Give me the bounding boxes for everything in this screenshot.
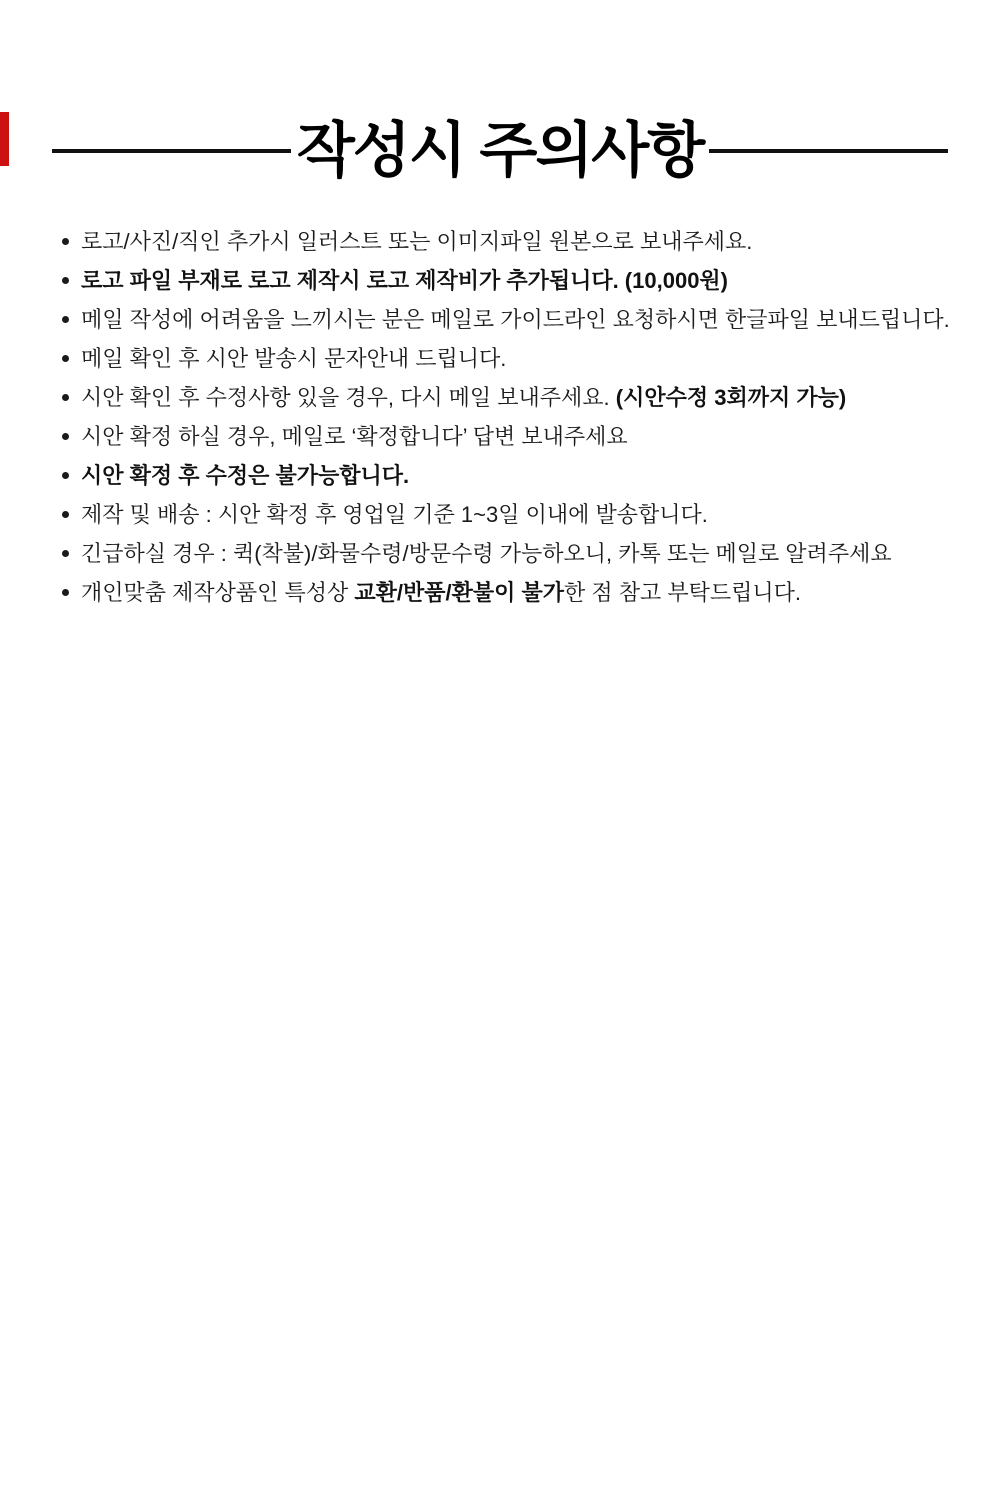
list-item: [62, 384, 960, 411]
list-item-text-bold: (시안수정 3회까지 가능): [615, 385, 847, 410]
bullet-icon: [62, 433, 69, 440]
list-item-text-bold: 시안 확정 후 수정은 불가능합니다.: [81, 463, 410, 488]
list-item: [62, 462, 960, 489]
list-item-text: [81, 423, 960, 450]
list-item-text-segment: 개인맞춤 제작상품인 특성상: [81, 580, 355, 605]
list-item-text: [81, 228, 960, 255]
list-item-text-segment: 한 점 참고 부탁드립니다.: [563, 580, 801, 605]
title-rule-left: [52, 149, 291, 153]
list-item: [62, 306, 960, 333]
list-item: [62, 579, 960, 606]
bullet-icon: [62, 355, 69, 362]
bullet-icon: [62, 550, 69, 557]
bullet-icon: [62, 277, 69, 284]
page-title: 작성시 주의사항: [296, 117, 704, 184]
title-header: [52, 112, 948, 190]
list-item-text-bold: 교환/반품/환불이 불가: [354, 580, 564, 605]
list-item-text-segment: 제작 및 배송 : 시안 확정 후 영업일 기준 1~3일 이내에 발송합니다.: [81, 502, 708, 527]
bullet-icon: [62, 394, 69, 401]
list-item-text: [81, 384, 960, 411]
list-item-text: [81, 306, 960, 333]
list-item-text: [81, 501, 960, 528]
list-item-text-segment: 로고/사진/직인 추가시 일러스트 또는 이미지파일 원본으로 보내주세요.: [81, 229, 753, 254]
notice-page: [0, 112, 1000, 1512]
notes-list: [62, 228, 960, 606]
list-item-text: [81, 345, 960, 372]
list-item-text: [81, 462, 960, 489]
bullet-icon: [62, 472, 69, 479]
bullet-icon: [62, 511, 69, 518]
list-item: [62, 540, 960, 567]
list-item-text-segment: 시안 확인 후 수정사항 있을 경우, 다시 메일 보내주세요.: [81, 385, 616, 410]
list-item: [62, 267, 960, 294]
list-item: [62, 345, 960, 372]
list-item-text-segment: 메일 확인 후 시안 발송시 문자안내 드립니다.: [81, 346, 507, 371]
list-item-text-segment: 시안 확정 하실 경우, 메일로 ‘확정합니다’ 답변 보내주세요: [81, 424, 628, 449]
bullet-icon: [62, 316, 69, 323]
list-item: [62, 228, 960, 255]
list-item: [62, 501, 960, 528]
title-rule-right: [709, 149, 948, 153]
red-edge-mark: [0, 112, 9, 166]
list-item-text: [81, 579, 960, 606]
list-item-text-bold: 로고 파일 부재로 로고 제작시 로고 제작비가 추가됩니다. (10,000원): [81, 268, 729, 293]
bullet-icon: [62, 238, 69, 245]
list-item: [62, 423, 960, 450]
list-item-text-segment: 메일 작성에 어려움을 느끼시는 분은 메일로 가이드라인 요청하시면 한글파일 보내드립니다.: [81, 307, 950, 332]
bullet-icon: [62, 589, 69, 596]
list-item-text-segment: 긴급하실 경우 : 퀵(착불)/화물수령/방문수령 가능하오니, 카톡 또는 메일로 알려주세요: [81, 541, 892, 566]
list-item-text: [81, 540, 960, 567]
list-item-text: [81, 267, 960, 294]
